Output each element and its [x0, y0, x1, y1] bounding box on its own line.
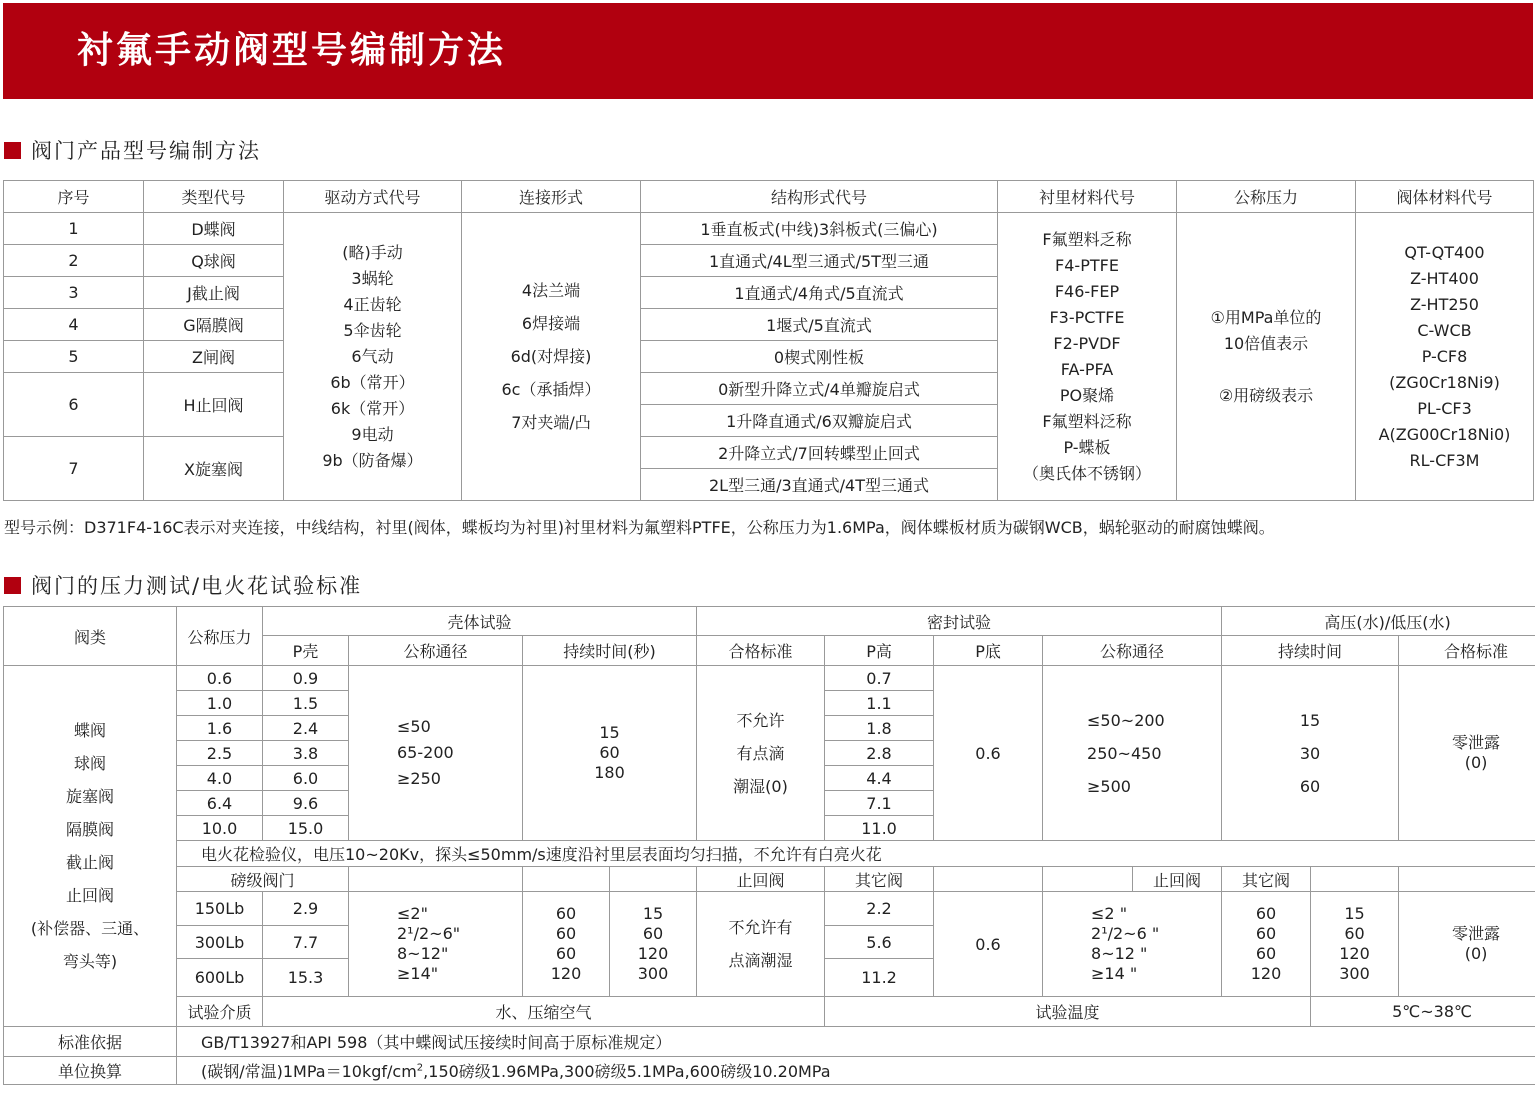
row-number: 7: [4, 437, 144, 501]
section-title: 阀门产品型号编制方法: [31, 139, 261, 163]
body-material-codes: QT-QT400 Z-HT400 Z-HT250 C-WCB P-CF8 (ZG0Cr18Ni9) PL-CF3 A(ZG00Cr18Ni0) RL-CF3M: [1356, 213, 1534, 501]
header-seal-test: 密封试验: [697, 607, 1222, 636]
row-number: 2: [4, 245, 144, 277]
pn-cell: 1.6: [177, 716, 263, 741]
model-example-note: 型号示例：D371F4-16C表示对夹连接，中线结构，衬里(阀体，蝶板均为衬里)衬里材料为氟塑料PTFE，公称压力为1.6MPa，阀体蝶板材质为碳钢WCB，蜗轮驱动的耐腐蚀蝶阀。: [4, 518, 1275, 537]
lb-p-shell-cell: 2.9: [263, 892, 349, 926]
connection-types: 4法兰端 6焊接端 6d(对焊接) 6c（承插焊） 7对夹端/凸: [462, 213, 641, 501]
header-cell: 序号: [4, 181, 144, 213]
header-p-shell: P壳: [263, 636, 349, 666]
title-banner: [3, 3, 1533, 99]
header-shell-test: 壳体试验: [263, 607, 697, 636]
p-shell-cell: 2.4: [263, 716, 349, 741]
pound-class-cell: 600Lb: [177, 959, 263, 997]
header-cell: 阀体材料代号: [1356, 181, 1534, 213]
pound-class-cell: 150Lb: [177, 892, 263, 926]
lb-p-shell-cell: 7.7: [263, 926, 349, 959]
p-high-cell: 11.0: [825, 816, 934, 841]
row-number: 5: [4, 341, 144, 373]
section-heading-tests: [4, 572, 362, 598]
pound-class-cell: 300Lb: [177, 926, 263, 959]
structure-code: 1直通式/4角式/5直流式: [641, 277, 998, 309]
header-cell: 类型代号: [144, 181, 284, 213]
pn-cell: 0.6: [177, 666, 263, 691]
drive-codes: (略)手动 3蜗轮 4正齿轮 5伞齿轮 6气动 6b（常开） 6k（常开） 9电动 9b（防备爆）: [284, 213, 462, 501]
unit-conversion-superscript: 2: [416, 1062, 424, 1074]
header-nominal-diameter: 公称通径: [349, 636, 523, 666]
other-valve-header-2: 其它阀: [1222, 867, 1311, 892]
header-acceptance: 合格标准: [697, 636, 825, 666]
unit-conversion-text-b: ,150磅级1.96MPa,300磅级5.1MPa,600磅级10.20MPa: [423, 1062, 831, 1081]
check-valve-header: 止回阀: [697, 867, 825, 892]
pn-cell: 10.0: [177, 816, 263, 841]
lb-acceptance-2: 零泄露 (0): [1399, 892, 1535, 997]
lb-p-high-cell: 11.2: [825, 959, 934, 997]
lb-nominal-diameter-values: ≤2" 2¹/2~6" 8~12" ≥14": [349, 892, 523, 997]
section-marker: [4, 142, 21, 159]
nominal-diameter-values: ≤50 65-200 ≥250: [349, 666, 523, 841]
acceptance-values: 不允许 有点滴 潮湿(0): [697, 666, 825, 841]
lb-p-bottom-value: 0.6: [934, 892, 1043, 997]
structure-code: 2L型三通/3直通式/4T型三通式: [641, 469, 998, 501]
test-medium-label: 试验介质: [177, 997, 263, 1027]
valve-type: Z闸阀: [144, 341, 284, 373]
nominal-pressure-notes: ①用MPa单位的 10倍值表示 ②用磅级表示: [1177, 213, 1356, 501]
header-duration-seconds: 持续时间(秒): [523, 636, 697, 666]
check-valve-header-2: 止回阀: [1133, 867, 1222, 892]
section-heading-model: [4, 137, 261, 163]
p-high-cell: 7.1: [825, 791, 934, 816]
p-shell-cell: 0.9: [263, 666, 349, 691]
p-high-cell: 2.8: [825, 741, 934, 766]
header-cell: 公称压力: [1177, 181, 1356, 213]
unit-conversion-label: 单位换算: [4, 1057, 177, 1085]
header-nominal-pressure: 公称压力: [177, 607, 263, 666]
lb-p-shell-cell: 15.3: [263, 959, 349, 997]
acceptance-values-2: 零泄露 (0): [1399, 666, 1535, 841]
header-cell: 驱动方式代号: [284, 181, 462, 213]
valve-type: Q球阀: [144, 245, 284, 277]
lb-check-duration-2: 60 60 60 120: [1222, 892, 1311, 997]
pound-class-header: 磅级阀门: [177, 867, 349, 892]
row-number: 3: [4, 277, 144, 309]
header-p-bottom: P底: [934, 636, 1043, 666]
lb-acceptance: 不允许有 点滴潮湿: [697, 892, 825, 997]
header-nominal-diameter-2: 公称通径: [1043, 636, 1222, 666]
p-high-cell: 1.1: [825, 691, 934, 716]
valve-type: G隔膜阀: [144, 309, 284, 341]
structure-code: 1垂直板式(中线)3斜板式(三偏心): [641, 213, 998, 245]
row-number: 6: [4, 373, 144, 437]
p-shell-cell: 3.8: [263, 741, 349, 766]
lining-material-codes: F氟塑料乏称 F4-PTFE F46-FEP F3-PCTFE F2-PVDF FA-PFA PO聚烯 F氟塑料泛称 P-蝶板 （奥氏体不锈钢）: [998, 213, 1177, 501]
header-duration: 持续时间: [1222, 636, 1399, 666]
lb-check-duration: 60 60 60 120: [523, 892, 610, 997]
structure-code: 1堰式/5直流式: [641, 309, 998, 341]
structure-code: 1直通式/4L型三通式/5T型三通: [641, 245, 998, 277]
standard-basis-label: 标准依据: [4, 1027, 177, 1057]
section-title: 阀门的压力测试/电火花试验标准: [31, 574, 363, 598]
structure-code: 0新型升降立式/4单瓣旋启式: [641, 373, 998, 405]
header-p-high: P高: [825, 636, 934, 666]
pn-cell: 4.0: [177, 766, 263, 791]
structure-code: 1升降直通式/6双瓣旋启式: [641, 405, 998, 437]
p-high-cell: 0.7: [825, 666, 934, 691]
model-code-table: [3, 180, 1534, 501]
duration-values: 15 30 60: [1222, 666, 1399, 841]
test-temperature-label: 试验温度: [825, 997, 1311, 1027]
spark-test-note: 电火花检验仪，电压10~20Kv，探头≤50mm/s速度沿衬里层表面均匀扫描，不允许有白亮火花: [177, 841, 1535, 867]
other-valve-header: 其它阀: [825, 867, 934, 892]
header-cell: 结构形式代号: [641, 181, 998, 213]
header-high-low-pressure: 高压(水)/低压(水): [1222, 607, 1535, 636]
pressure-test-table: [3, 606, 1535, 1085]
page-title: 衬氟手动阀型号编制方法: [77, 30, 507, 71]
standard-basis-value: GB/T13927和API 598（其中蝶阀试压接续时间高于原标准规定）: [177, 1027, 1535, 1057]
lb-other-duration-2: 15 60 120 300: [1311, 892, 1399, 997]
section-marker: [4, 577, 21, 594]
header-cell: 连接形式: [462, 181, 641, 213]
lb-p-high-cell: 5.6: [825, 926, 934, 959]
lb-other-duration: 15 60 120 300: [610, 892, 697, 997]
unit-conversion-value: [177, 1057, 1535, 1085]
valve-type: J截止阀: [144, 277, 284, 309]
p-shell-cell: 6.0: [263, 766, 349, 791]
pn-cell: 6.4: [177, 791, 263, 816]
header-acceptance-2: 合格标准: [1399, 636, 1535, 666]
duration-seconds-values: 15 60 180: [523, 666, 697, 841]
p-shell-cell: 9.6: [263, 791, 349, 816]
test-medium-value: 水、压缩空气: [263, 997, 825, 1027]
structure-code: 0楔式刚性板: [641, 341, 998, 373]
table-header-row: [4, 181, 1534, 213]
unit-conversion-text-a: (碳钢/常温)1MPa＝10kgf/cm: [201, 1062, 417, 1081]
test-temperature-value: 5℃~38℃: [1311, 997, 1535, 1027]
header-cell: 衬里材料代号: [998, 181, 1177, 213]
table-row: [4, 213, 1534, 245]
p-shell-cell: 15.0: [263, 816, 349, 841]
valve-class-list: 蝶阀 球阀 旋塞阀 隔膜阀 截止阀 止回阀 (补偿器、三通、 弯头等): [4, 666, 177, 1027]
p-high-cell: 4.4: [825, 766, 934, 791]
lb-p-high-cell: 2.2: [825, 892, 934, 926]
valve-type: X旋塞阀: [144, 437, 284, 501]
header-valve-class: 阀类: [4, 607, 177, 666]
valve-type: D蝶阀: [144, 213, 284, 245]
lb-nominal-diameter-values-2: ≤2 " 2¹/2~6 " 8~12 " ≥14 ": [1043, 892, 1222, 997]
p-high-cell: 1.8: [825, 716, 934, 741]
row-number: 4: [4, 309, 144, 341]
pn-cell: 2.5: [177, 741, 263, 766]
structure-code: 2升降立式/7回转蝶型止回式: [641, 437, 998, 469]
nominal-diameter-values-2: ≤50~200 250~450 ≥500: [1043, 666, 1222, 841]
row-number: 1: [4, 213, 144, 245]
p-shell-cell: 1.5: [263, 691, 349, 716]
p-bottom-value: 0.6: [934, 666, 1043, 841]
valve-type: H止回阀: [144, 373, 284, 437]
pn-cell: 1.0: [177, 691, 263, 716]
